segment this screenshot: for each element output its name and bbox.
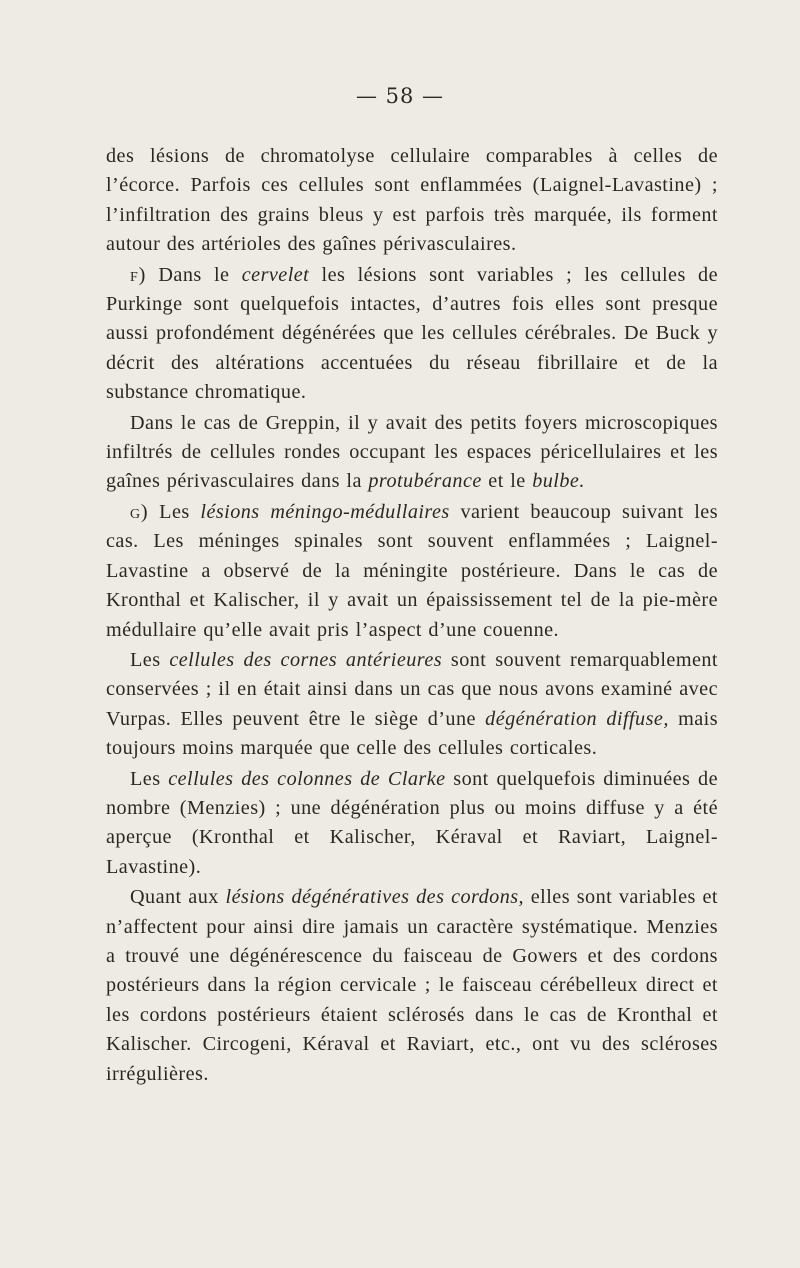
paragraph-7 bbox=[106, 883, 718, 1089]
italic-run: cervelet bbox=[241, 263, 310, 286]
text-run: Dans le cas de Greppin, il y avait des petits foyers microscopiques infiltrés de cellules rondes occupant les espaces péricellulaires et les gaînes périvasculaires dans la bbox=[106, 411, 718, 493]
italic-run: dégénération diffuse, bbox=[485, 707, 669, 730]
paragraph-6 bbox=[106, 765, 718, 883]
text-run: sont souvent remarquablement conservées ; il en était ainsi dans un cas que nous avons examiné avec Vurpas. Elles peuvent être le siège d’une bbox=[106, 648, 718, 730]
page-number: — 58 — bbox=[355, 84, 445, 108]
section-letter: g) bbox=[130, 500, 149, 523]
text-run: des lésions de chromatolyse cellulaire comparables à celles de l’écorce. Parfois ces cellules sont enflammées (Laignel-Lavastine) ; l’infiltration des grains bleus y est parfois très marquée, ils forment autour des artérioles des gaînes périvasculaires. bbox=[106, 145, 718, 256]
paragraph-1 bbox=[106, 142, 718, 260]
paragraph-4 bbox=[106, 498, 718, 645]
italic-run: lésions méningo-médullaires bbox=[200, 500, 450, 523]
text-run: varient beaucoup suivant les cas. Les méninges spinales sont souvent enflammées ; Laignel-Lavastine a observé de la méningite postérieure. Dans le cas de Kronthal et Kalischer, il y avait un épaississement tel de la pie-mère médullaire qu’elle avait pris l’aspect d’une couenne. bbox=[106, 500, 719, 641]
text-run: mais toujours moins marquée que celle des cellules corticales. bbox=[106, 707, 719, 760]
italic-run: bulbe. bbox=[532, 470, 585, 493]
section-letter: f) bbox=[130, 263, 147, 286]
text-run: Les bbox=[130, 648, 170, 671]
text-run: Les bbox=[148, 500, 201, 523]
text-run: Dans le bbox=[146, 263, 242, 286]
body-text bbox=[106, 142, 718, 1089]
paragraph-3 bbox=[106, 409, 718, 497]
text-run: Quant aux bbox=[130, 886, 226, 909]
italic-run: cellules des colonnes de Clarke bbox=[168, 767, 446, 790]
text-run: elles sont variables et n’affectent pour ainsi dire jamais un caractère systématique. Menzies a trouvé une dégénérescence du faisceau de Gowers et des cordons postérieurs dans la région cervicale ; le faisceau cérébelleux direct et les cordons postérieurs étaient sclérosés dans le cas de Kronthal et Kalischer. Circogeni, Kéraval et Raviart, etc., ont vu des scléroses irrégulières. bbox=[106, 886, 718, 1085]
italic-run: lésions dégénératives des cordons, bbox=[225, 886, 525, 909]
italic-run: cellules des cornes antérieures bbox=[169, 648, 443, 671]
paragraph-5 bbox=[106, 646, 718, 764]
paragraph-2 bbox=[106, 261, 718, 408]
text-run: et le bbox=[481, 470, 533, 493]
text-run: les lésions sont variables ; les cellules de Purkinge sont quelquefois intactes, d’autres fois elles sont presque aussi profondément dégénérées que les cellules cérébrales. De Buck y décrit des altérations accentuées du réseau fibrillaire et de la substance chromatique. bbox=[106, 263, 718, 404]
text-run: Les bbox=[130, 767, 169, 790]
italic-run: protubérance bbox=[368, 470, 482, 493]
text-run: sont quelquefois diminuées de nombre (Menzies) ; une dégénération plus ou moins diffuse y a été aperçue (Kronthal et Kalischer, Kéraval et Raviart, Laignel-Lavastine). bbox=[106, 767, 718, 878]
